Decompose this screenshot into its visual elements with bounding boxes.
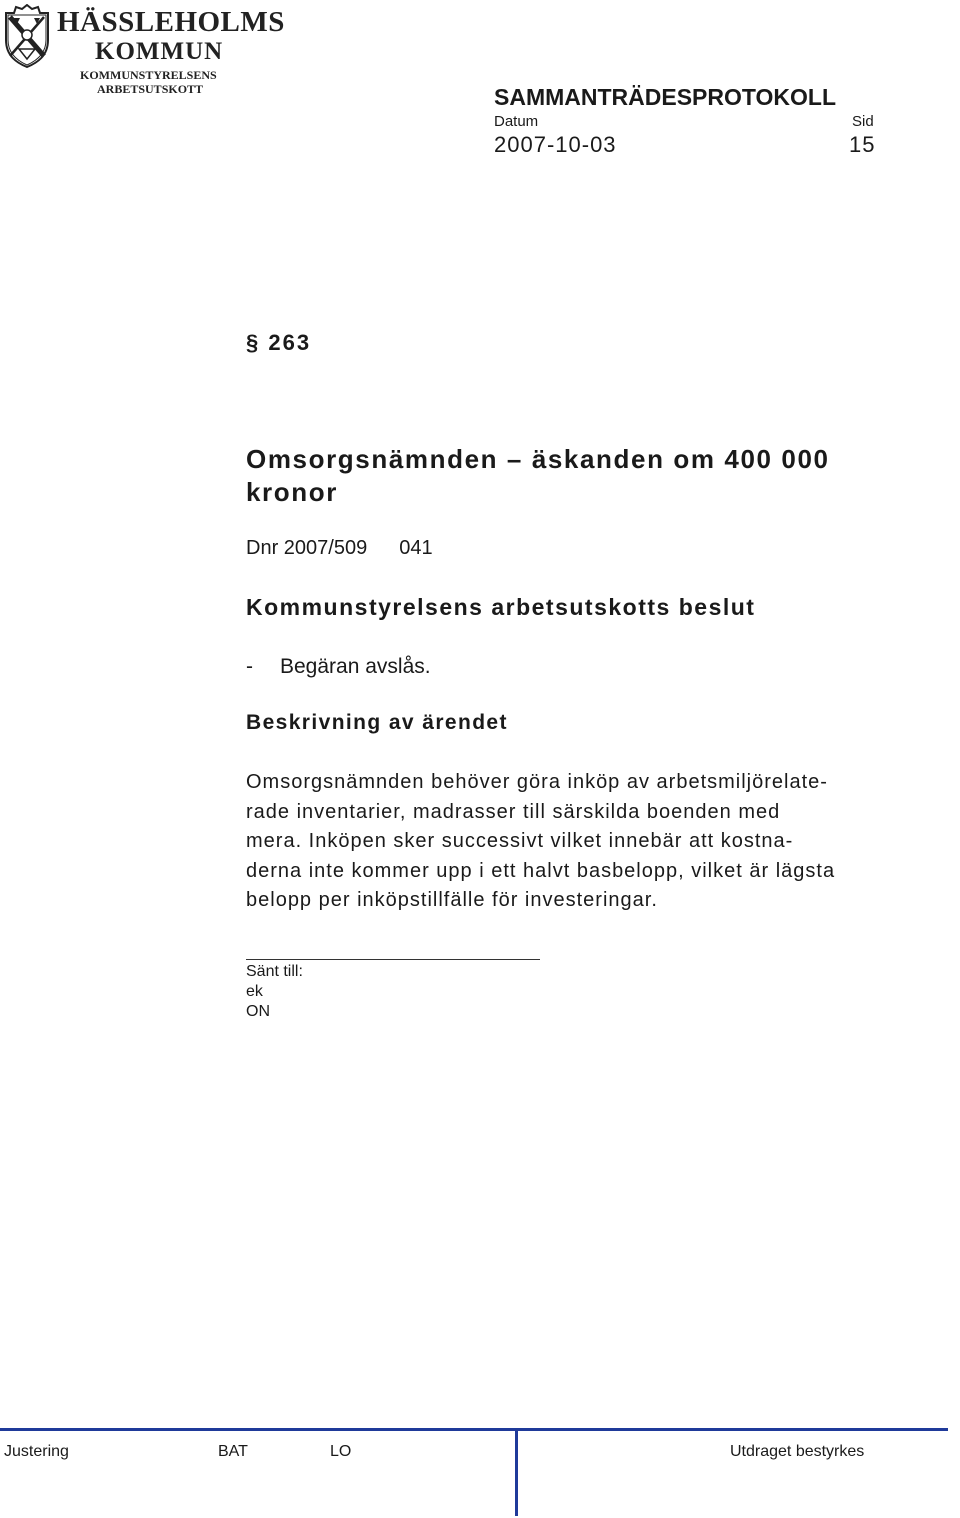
sent-to-label: Sänt till: (246, 963, 303, 980)
page-number: 15 (849, 132, 876, 157)
logo-subtitle-line2: ARBETSUTSKOTT (97, 82, 204, 96)
distribution-divider (246, 959, 540, 960)
dnr-number: Dnr 2007/509 (246, 537, 368, 559)
description-line: mera. Inköpen sker successivt vilket innebär att kostna- (246, 830, 794, 852)
section-number: § 263 (246, 330, 312, 355)
footer-justering-label: Justering (4, 1443, 69, 1460)
coat-of-arms-icon (4, 4, 50, 68)
footer-signature-bat: BAT (218, 1443, 248, 1460)
footer-certified-label: Utdraget bestyrkes (730, 1443, 865, 1460)
list-dash: - (246, 655, 253, 678)
date-label: Datum (494, 113, 539, 130)
logo-name-line2: KOMMUN (95, 38, 224, 65)
footer-signature-lo: LO (330, 1443, 352, 1460)
recipient: ek (246, 983, 263, 1000)
recipient: ON (246, 1003, 270, 1020)
description-body (246, 768, 960, 916)
description-line: belopp per inköpstillfälle för investeringar. (246, 889, 658, 911)
description-line: rade inventarier, madrasser till särskilda boenden med (246, 800, 781, 823)
decision-heading: Kommunstyrelsens arbetsutskotts beslut (246, 594, 756, 620)
case-title: Omsorgsnämnden – äskanden om 400 000 kronor (246, 444, 830, 507)
logo-name-line1: HÄSSLEHOLMS (57, 6, 285, 38)
meeting-date: 2007-10-03 (494, 132, 617, 157)
logo-subtitle-line1: KOMMUNSTYRELSENS (80, 68, 217, 82)
page-label: Sid (852, 113, 874, 130)
case-reference (246, 537, 433, 560)
dnr-code: 041 (399, 537, 433, 559)
description-line: Omsorgsnämnden behöver göra inköp av arbetsmiljörelate- (246, 771, 828, 793)
footer-divider (515, 1428, 518, 1516)
document-type: SAMMANTRÄDESPROTOKOLL (494, 84, 837, 110)
description-line: derna inte kommer upp i ett halvt basbelopp, vilket är lägsta (246, 859, 836, 882)
description-heading: Beskrivning av ärendet (246, 711, 508, 734)
decision-item (246, 655, 431, 679)
footer-rule (0, 1428, 948, 1431)
decision-text: Begäran avslås. (280, 655, 431, 678)
